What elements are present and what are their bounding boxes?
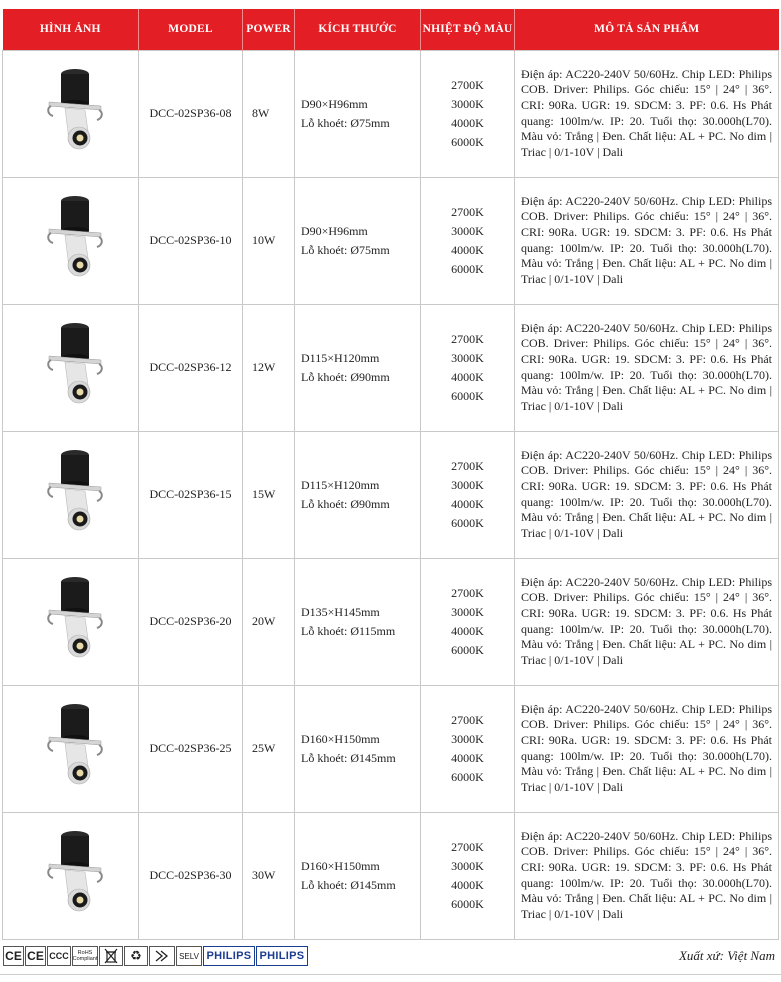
header-model: MODEL xyxy=(139,9,243,50)
cutout-text: Lỗ khoét: Ø75mm xyxy=(301,115,390,130)
color-temperature-value: 6000K xyxy=(451,896,484,911)
product-image xyxy=(3,304,139,431)
description-cell: Điện áp: AC220-240V 50/60Hz. Chip LED: Philips COB. Driver: Philips. Góc chiếu: 15° | 24° | 36°. CRI: 90Ra. UGR: 19. SDCM: 3. PF: 0.6. Hs Phát quang: 100lm/w. IP: 20. Tuổi thọ: 30.000h(L70). Màu vỏ: Trắng | Đen. Chất liệu: AL + PC. No dim | Triac | 0/1-10V | Dali xyxy=(515,431,779,558)
product-image xyxy=(3,431,139,558)
model-cell: DCC-02SP36-15 xyxy=(139,431,243,558)
rohs-mark-icon: RoHS Compliant xyxy=(72,946,98,966)
color-temperature-value: 6000K xyxy=(451,642,484,657)
color-temperature-value: 4000K xyxy=(451,496,484,511)
table-row xyxy=(3,812,779,939)
power-cell: 12W xyxy=(243,304,295,431)
ce-mark-icon: CE xyxy=(3,946,24,966)
color-temperature-value: 4000K xyxy=(451,369,484,384)
downlight-product-icon xyxy=(39,572,103,672)
header-size: KÍCH THƯỚC xyxy=(295,9,421,50)
color-temperature-cell xyxy=(421,50,515,177)
color-temperature-value: 6000K xyxy=(451,769,484,784)
table-row xyxy=(3,50,779,177)
selv-mark: SELV xyxy=(176,946,202,966)
color-temperature-value: 2700K xyxy=(451,458,484,473)
philips-logo: PHILIPS xyxy=(203,946,255,966)
dimension-text: D160×H150mm xyxy=(301,858,380,873)
header-cct: NHIỆT ĐỘ MÀU xyxy=(421,9,515,50)
downlight-product-icon xyxy=(39,64,103,164)
color-temperature-value: 3000K xyxy=(451,477,484,492)
table-row xyxy=(3,304,779,431)
color-temperature-value: 3000K xyxy=(451,350,484,365)
color-temperature-cell xyxy=(421,558,515,685)
dimension-cell xyxy=(295,685,421,812)
color-temperature-cell xyxy=(421,431,515,558)
downlight-product-icon xyxy=(39,445,103,545)
dimension-text: D115×H120mm xyxy=(301,477,380,492)
color-temperature-value: 6000K xyxy=(451,261,484,276)
table-row xyxy=(3,685,779,812)
downlight-product-icon xyxy=(39,318,103,418)
philips-logo: PHILIPS xyxy=(256,946,308,966)
dimension-text: D115×H120mm xyxy=(301,350,380,365)
color-temperature-value: 3000K xyxy=(451,858,484,873)
color-temperature-cell xyxy=(421,304,515,431)
product-spec-table xyxy=(2,9,779,940)
product-image xyxy=(3,685,139,812)
color-temperature-value: 6000K xyxy=(451,134,484,149)
origin-label: Xuất xứ: Việt Nam xyxy=(678,948,775,963)
model-cell: DCC-02SP36-10 xyxy=(139,177,243,304)
description-cell: Điện áp: AC220-240V 50/60Hz. Chip LED: Philips COB. Driver: Philips. Góc chiếu: 15° | 24° | 36°. CRI: 90Ra. UGR: 19. SDCM: 3. PF: 0.6. Hs Phát quang: 100lm/w. IP: 20. Tuổi thọ: 30.000h(L70). Màu vỏ: Trắng | Đen. Chất liệu: AL + PC. No dim | Triac | 0/1-10V | Dali xyxy=(515,304,779,431)
downlight-product-icon xyxy=(39,699,103,799)
recycle-icon: ♻ xyxy=(124,946,148,966)
color-temperature-value: 6000K xyxy=(451,515,484,530)
power-cell: 25W xyxy=(243,685,295,812)
color-temperature-cell xyxy=(421,685,515,812)
dimension-text: D90×H96mm xyxy=(301,96,368,111)
power-cell: 15W xyxy=(243,431,295,558)
header-power: POWER xyxy=(243,9,295,50)
footer xyxy=(0,940,781,972)
dimension-cell xyxy=(295,177,421,304)
weee-bin-icon xyxy=(99,946,123,966)
color-temperature-value: 3000K xyxy=(451,604,484,619)
description-cell: Điện áp: AC220-240V 50/60Hz. Chip LED: Philips COB. Driver: Philips. Góc chiếu: 15° | 24° | 36°. CRI: 90Ra. UGR: 19. SDCM: 3. PF: 0.6. Hs Phát quang: 100lm/w. IP: 20. Tuổi thọ: 30.000h(L70). Màu vỏ: Trắng | Đen. Chất liệu: AL + PC. No dim | Triac | 0/1-10V | Dali xyxy=(515,558,779,685)
product-image xyxy=(3,812,139,939)
downlight-product-icon xyxy=(39,191,103,291)
model-cell: DCC-02SP36-08 xyxy=(139,50,243,177)
model-cell: DCC-02SP36-30 xyxy=(139,812,243,939)
description-cell: Điện áp: AC220-240V 50/60Hz. Chip LED: Philips COB. Driver: Philips. Góc chiếu: 15° | 24° | 36°. CRI: 90Ra. UGR: 19. SDCM: 3. PF: 0.6. Hs Phát quang: 100lm/w. IP: 20. Tuổi thọ: 30.000h(L70). Màu vỏ: Trắng | Đen. Chất liệu: AL + PC. No dim | Triac | 0/1-10V | Dali xyxy=(515,50,779,177)
table-header-row xyxy=(3,9,779,50)
color-temperature-value: 2700K xyxy=(451,77,484,92)
dimension-cell xyxy=(295,50,421,177)
color-temperature-value: 3000K xyxy=(451,96,484,111)
dimension-cell xyxy=(295,558,421,685)
color-temperature-value: 2700K xyxy=(451,712,484,727)
power-cell: 20W xyxy=(243,558,295,685)
dimension-text: D135×H145mm xyxy=(301,604,380,619)
table-row xyxy=(3,558,779,685)
power-cell: 10W xyxy=(243,177,295,304)
cutout-text: Lỗ khoét: Ø90mm xyxy=(301,496,390,511)
color-temperature-value: 3000K xyxy=(451,731,484,746)
product-image xyxy=(3,50,139,177)
cutout-text: Lỗ khoét: Ø115mm xyxy=(301,623,396,638)
description-cell: Điện áp: AC220-240V 50/60Hz. Chip LED: Philips COB. Driver: Philips. Góc chiếu: 15° | 24° | 36°. CRI: 90Ra. UGR: 19. SDCM: 3. PF: 0.6. Hs Phát quang: 100lm/w. IP: 20. Tuổi thọ: 30.000h(L70). Màu vỏ: Trắng | Đen. Chất liệu: AL + PC. No dim | Triac | 0/1-10V | Dali xyxy=(515,177,779,304)
class-ii-icon xyxy=(149,946,175,966)
downlight-product-icon xyxy=(39,826,103,926)
color-temperature-cell xyxy=(421,812,515,939)
dimension-cell xyxy=(295,431,421,558)
color-temperature-value: 4000K xyxy=(451,242,484,257)
model-cell: DCC-02SP36-25 xyxy=(139,685,243,812)
cutout-text: Lỗ khoét: Ø145mm xyxy=(301,877,396,892)
color-temperature-value: 2700K xyxy=(451,839,484,854)
color-temperature-value: 2700K xyxy=(451,585,484,600)
header-image: HÌNH ẢNH xyxy=(3,9,139,50)
ce-mark-icon: CE xyxy=(25,946,46,966)
cutout-text: Lỗ khoét: Ø145mm xyxy=(301,750,396,765)
description-cell: Điện áp: AC220-240V 50/60Hz. Chip LED: Philips COB. Driver: Philips. Góc chiếu: 15° | 24° | 36°. CRI: 90Ra. UGR: 19. SDCM: 3. PF: 0.6. Hs Phát quang: 100lm/w. IP: 20. Tuổi thọ: 30.000h(L70). Màu vỏ: Trắng | Đen. Chất liệu: AL + PC. No dim | Triac | 0/1-10V | Dali xyxy=(515,685,779,812)
ccc-mark-icon: CCC xyxy=(47,946,71,966)
product-image xyxy=(3,558,139,685)
color-temperature-value: 4000K xyxy=(451,750,484,765)
dimension-cell xyxy=(295,812,421,939)
color-temperature-value: 2700K xyxy=(451,204,484,219)
color-temperature-value: 4000K xyxy=(451,623,484,638)
certification-logos xyxy=(3,946,308,966)
model-cell: DCC-02SP36-12 xyxy=(139,304,243,431)
color-temperature-value: 4000K xyxy=(451,877,484,892)
power-cell: 30W xyxy=(243,812,295,939)
color-temperature-cell xyxy=(421,177,515,304)
dimension-text: D90×H96mm xyxy=(301,223,368,238)
color-temperature-value: 4000K xyxy=(451,115,484,130)
table-row xyxy=(3,431,779,558)
table-row xyxy=(3,177,779,304)
color-temperature-value: 3000K xyxy=(451,223,484,238)
description-cell: Điện áp: AC220-240V 50/60Hz. Chip LED: Philips COB. Driver: Philips. Góc chiếu: 15° | 24° | 36°. CRI: 90Ra. UGR: 19. SDCM: 3. PF: 0.6. Hs Phát quang: 100lm/w. IP: 20. Tuổi thọ: 30.000h(L70). Màu vỏ: Trắng | Đen. Chất liệu: AL + PC. No dim | Triac | 0/1-10V | Dali xyxy=(515,812,779,939)
model-cell: DCC-02SP36-20 xyxy=(139,558,243,685)
bottom-divider xyxy=(0,974,781,975)
product-image xyxy=(3,177,139,304)
color-temperature-value: 2700K xyxy=(451,331,484,346)
dimension-cell xyxy=(295,304,421,431)
dimension-text: D160×H150mm xyxy=(301,731,380,746)
header-description: MÔ TẢ SẢN PHẨM xyxy=(515,9,779,50)
color-temperature-value: 6000K xyxy=(451,388,484,403)
cutout-text: Lỗ khoét: Ø75mm xyxy=(301,242,390,257)
power-cell: 8W xyxy=(243,50,295,177)
cutout-text: Lỗ khoét: Ø90mm xyxy=(301,369,390,384)
